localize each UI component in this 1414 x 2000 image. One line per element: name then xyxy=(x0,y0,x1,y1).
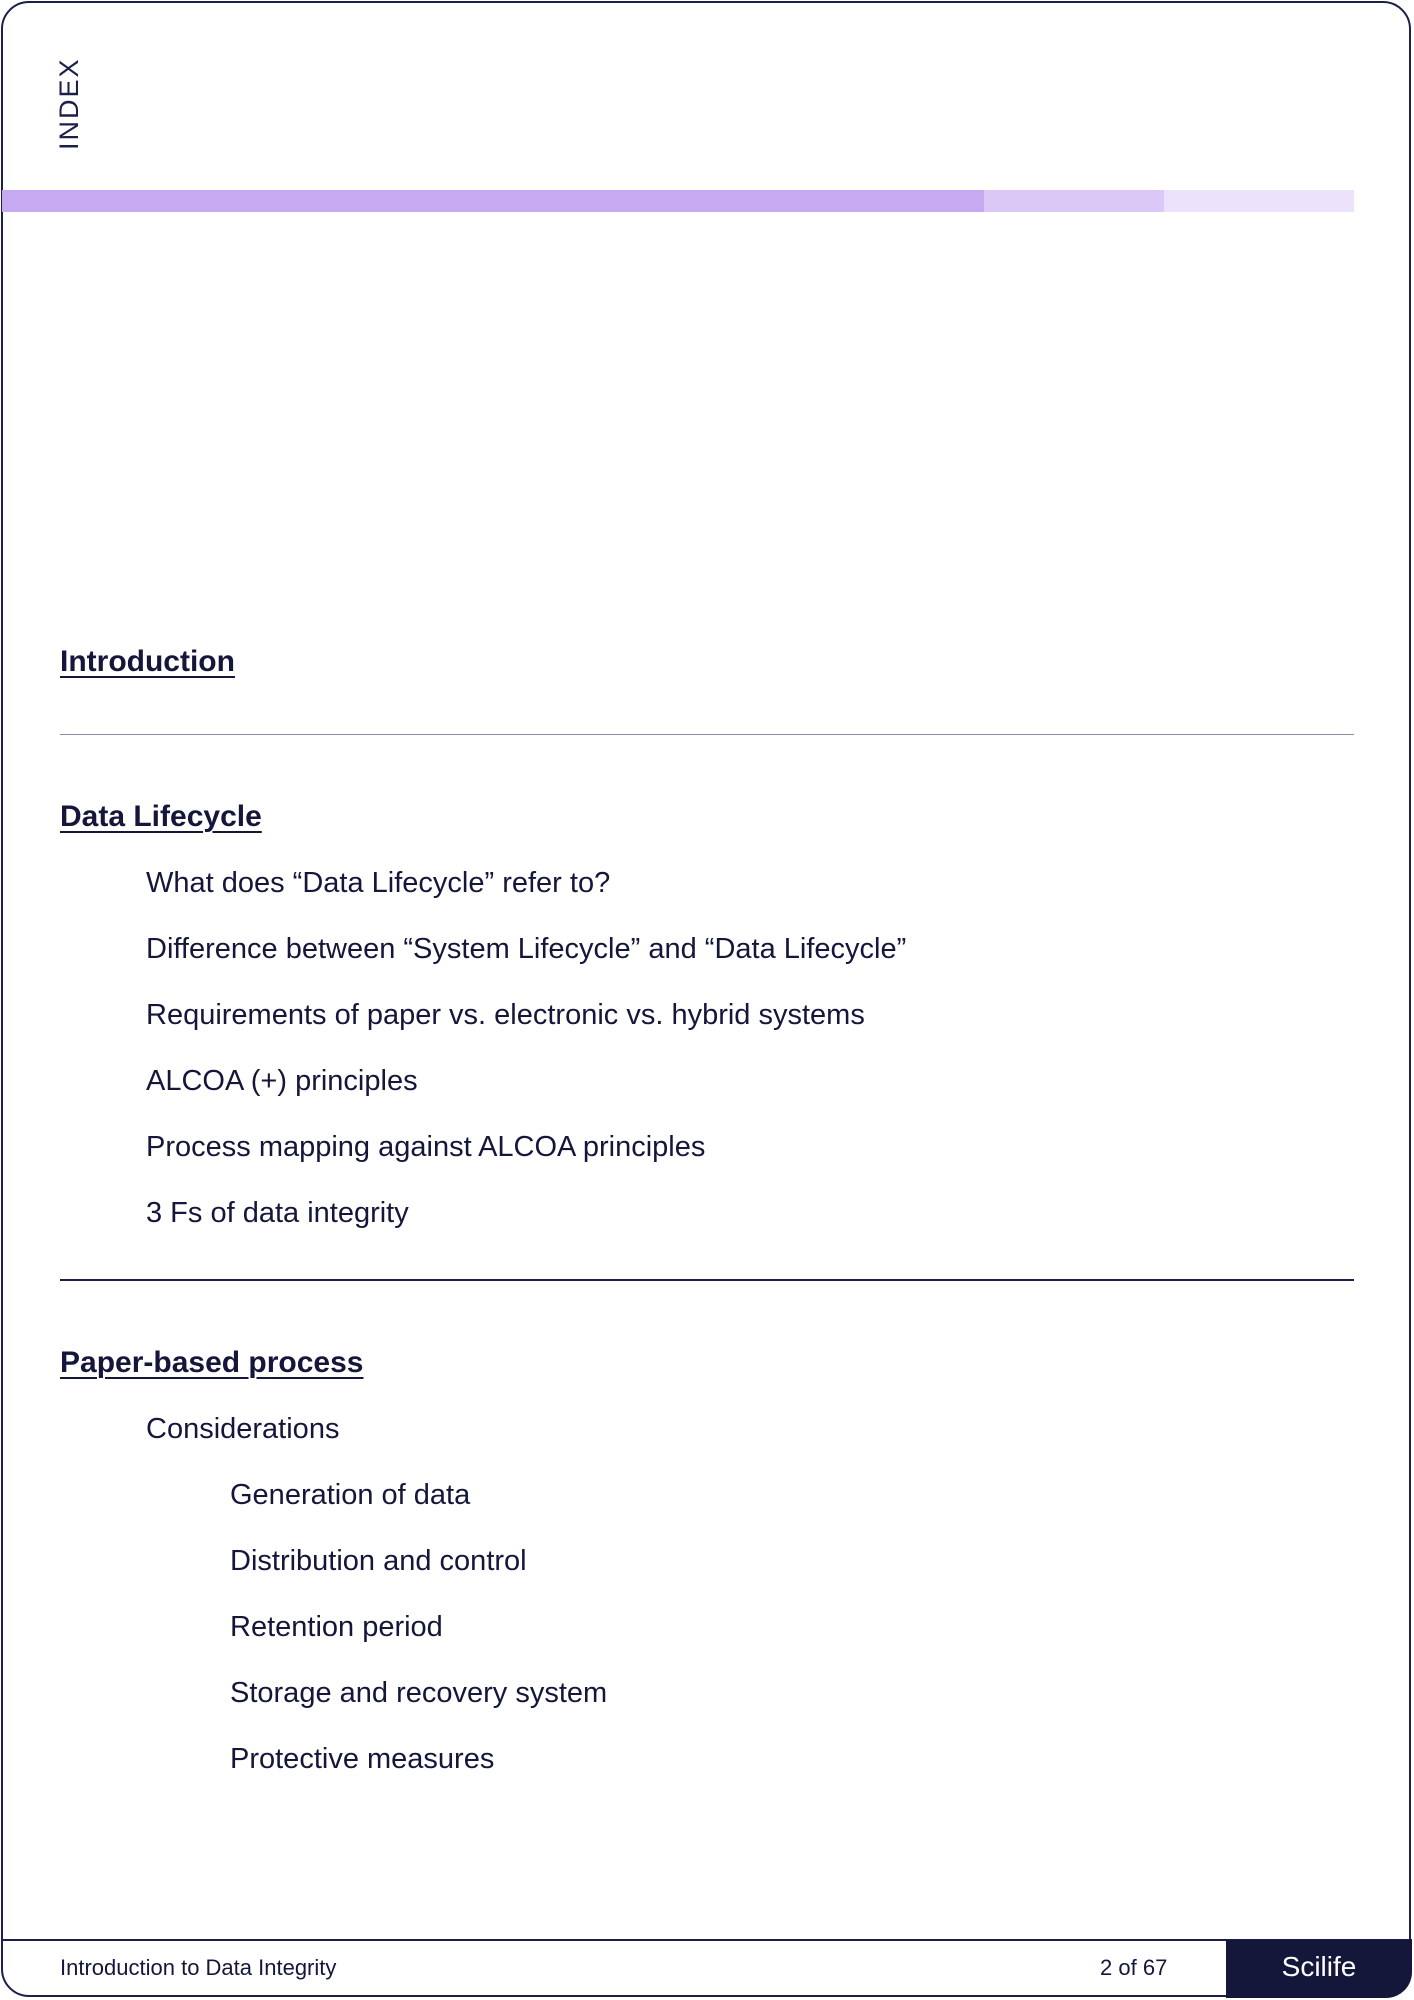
footer-divider xyxy=(2,1939,1412,1941)
toc-subitem[interactable]: Retention period xyxy=(230,1611,443,1643)
toc-item[interactable]: Process mapping against ALCOA principles xyxy=(146,1131,706,1163)
toc-section-data-lifecycle xyxy=(60,795,1354,1235)
toc-section-introduction xyxy=(60,640,1354,684)
toc-item[interactable]: Difference between “System Lifecycle” and “Data Lifecycle” xyxy=(146,933,907,965)
accent-bar-secondary xyxy=(984,190,1164,212)
accent-bar-primary xyxy=(2,190,984,212)
footer-document-title: Introduction to Data Integrity xyxy=(60,1955,337,1980)
toc-item-considerations[interactable]: Considerations xyxy=(146,1413,340,1445)
toc-subitem[interactable]: Storage and recovery system xyxy=(230,1677,608,1709)
toc-link-introduction[interactable]: Introduction xyxy=(60,645,235,678)
toc-link-paper-based-process[interactable]: Paper-based process xyxy=(60,1346,364,1379)
toc-lifecycle-items xyxy=(60,861,1354,1235)
section-divider xyxy=(60,734,1354,735)
footer-page-number xyxy=(1100,1955,1167,1981)
section-divider xyxy=(60,1279,1354,1281)
toc-item[interactable]: What does “Data Lifecycle” refer to? xyxy=(146,867,611,899)
brand-logo: Scilife xyxy=(1281,1951,1357,1982)
accent-bar-tertiary xyxy=(1164,190,1354,212)
toc-paper-items xyxy=(60,1407,1354,1781)
toc-section-paper-based-process xyxy=(60,1341,1354,1781)
page-separator: of xyxy=(1118,1955,1137,1980)
toc-subitem[interactable]: Protective measures xyxy=(230,1743,495,1775)
toc-subitem[interactable]: Distribution and control xyxy=(230,1545,527,1577)
toc-item[interactable]: Requirements of paper vs. electronic vs. hybrid systems xyxy=(146,999,865,1031)
toc-item[interactable]: ALCOA (+) principles xyxy=(146,1065,418,1097)
page-current: 2 xyxy=(1100,1955,1113,1980)
toc-item[interactable]: 3 Fs of data integrity xyxy=(146,1197,409,1229)
toc-subitem[interactable]: Generation of data xyxy=(230,1479,471,1511)
page-total: 67 xyxy=(1142,1955,1168,1980)
brand-logo-box xyxy=(1226,1940,1412,1998)
table-of-contents xyxy=(60,640,1354,1781)
index-side-label: INDEX xyxy=(54,57,84,150)
toc-link-data-lifecycle[interactable]: Data Lifecycle xyxy=(60,800,262,833)
